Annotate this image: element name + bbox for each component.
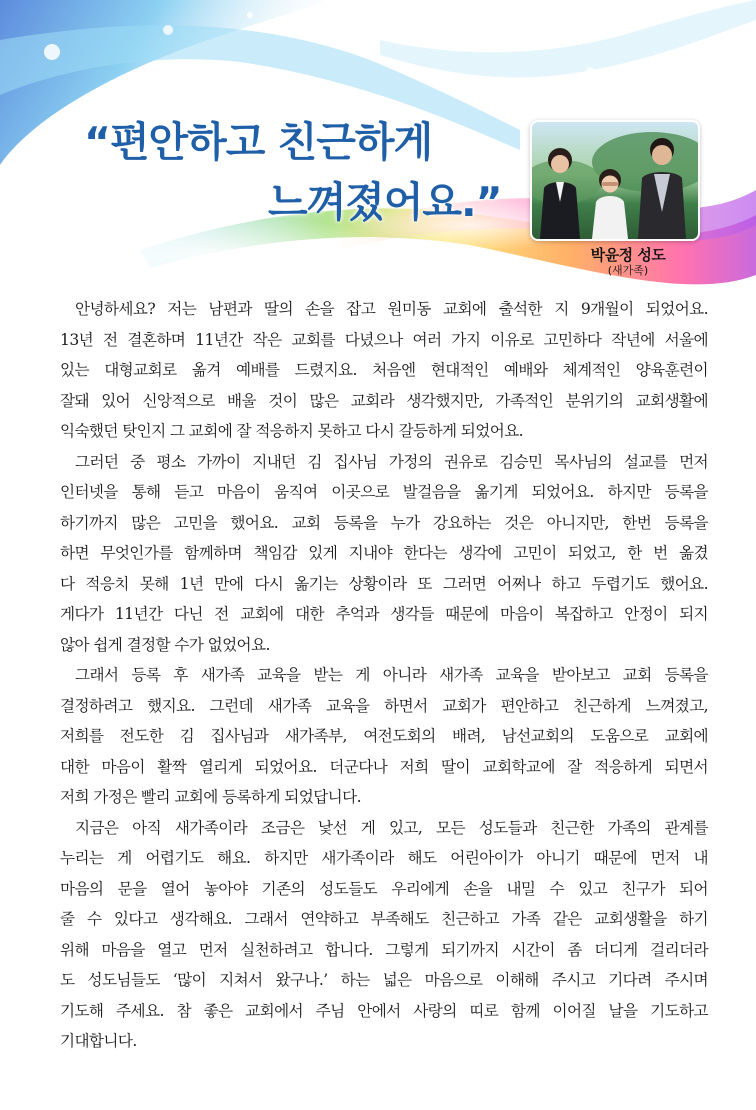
caption-subtitle: (새가족) [607, 264, 649, 277]
body-line: 줄 수 있다고 생각해요. 그래서 연약하고 부족해도 친근하고 가족 같은 교회생활을 하기 [60, 910, 708, 928]
body-line: 하기까지 많은 고민을 했어요. 교회 등록을 누가 강요하는 것은 아니지만, 한번 등록을 [60, 513, 708, 532]
body-line: 기도해 주세요. 참 좋은 교회에서 주님 안에서 사랑의 띠로 함께 이어질 날을 기도하고 [60, 1001, 708, 1020]
body-line: 기대합니다. [60, 1032, 137, 1050]
body-line: 않아 쉽게 결정할 수가 없었어요. [60, 635, 270, 654]
testimony-body [60, 294, 708, 1057]
photo-caption [560, 246, 696, 278]
body-line: 위해 마음을 열고 먼저 실천하려고 합니다. 그렇게 되기까지 시간이 좀 더디게 걸리더라 [60, 940, 708, 959]
family-photo [530, 120, 700, 241]
body-line: 안녕하세요? 저는 남편과 딸의 손을 잡고 원미동 교회에 출석한 지 9개월이 되었어요. [75, 300, 708, 318]
body-line: 있는 대형교회로 옮겨 예배를 드렸지요. 처음엔 현대적인 예배와 체계적인 양육훈련이 [60, 361, 708, 379]
body-line: 대한 마음이 활짝 열리게 되었어요. 더군다나 저희 딸이 교회학교에 잘 적응하게 되면서 [60, 757, 708, 776]
caption-name: 박윤정 성도 [590, 246, 666, 264]
headline-line-2: 느껴졌어요.” [268, 178, 502, 226]
body-line: 누리는 게 어렵기도 해요. 하지만 새가족이라 해도 어린아이가 아니기 때문에 먼저 내 [60, 849, 708, 867]
body-line: 인터넷을 통해 듣고 마음이 움직여 이곳으로 발걸음을 옮기게 되었어요. 하지만 등록을 [60, 483, 708, 501]
body-line: 익숙했던 탓인지 그 교회에 잘 적응하지 못하고 다시 갈등하게 되었어요. [60, 422, 524, 440]
body-line: 도 성도님들도 ‘많이 지쳐서 왔구나.’ 하는 넓은 마음으로 이해해 주시고 기다려 주시며 [60, 971, 708, 989]
body-line: 그래서 등록 후 새가족 교육을 받는 게 아니라 새가족 교육을 받아보고 교회 등록을 [75, 666, 708, 684]
body-line: 게다가 11년간 다닌 전 교회에 대한 추억과 생각들 때문에 마음이 복잡하고 안정이 되지 [60, 605, 708, 623]
body-line: 저희를 전도한 김 집사님과 새가족부, 여전도회의 배려, 남선교회의 도움으로 교회에 [60, 727, 708, 745]
body-line: 지금은 아직 새가족이라 조금은 낯선 게 있고, 모든 성도들과 친근한 가족의 관계를 [75, 818, 708, 837]
body-line: 13년 전 결혼하며 11년간 작은 교회를 다녔으나 여러 가지 이유로 고민하다 작년에 서울에 [60, 330, 708, 349]
family-photo-icon [532, 122, 698, 239]
body-line: 마음의 문을 열어 놓아야 기존의 성도들도 우리에게 손을 내밀 수 있고 친구가 되어 [60, 879, 708, 898]
body-line: 잘돼 있어 신앙적으로 배울 것이 많은 교회라 생각했지만, 가족적인 분위기의 교회생활에 [60, 391, 708, 410]
body-line: 결정하려고 했지요. 그런데 새가족 교육을 하면서 교회가 편안하고 친근하게 느껴졌고, [60, 696, 708, 715]
body-line: 저희 가정은 빨리 교회에 등록하게 되었답니다. [60, 788, 361, 806]
body-line: 다 적응치 못해 1년 만에 다시 옮기는 상황이라 또 그러면 어쩌나 하고 두렵기도 했어요. [60, 574, 708, 593]
headline-line-1: “편안하고 친근하게 [84, 118, 433, 166]
body-line: 그러던 중 평소 가까이 지내던 김 집사님 가정의 권유로 김승민 목사님의 설교를 먼저 [75, 452, 708, 471]
body-line: 하면 무엇인가를 함께하며 책임감 있게 지내야 한다는 생각에 고민이 되었고, 한 번 옮겼 [60, 544, 708, 562]
header-banner [0, 0, 756, 300]
